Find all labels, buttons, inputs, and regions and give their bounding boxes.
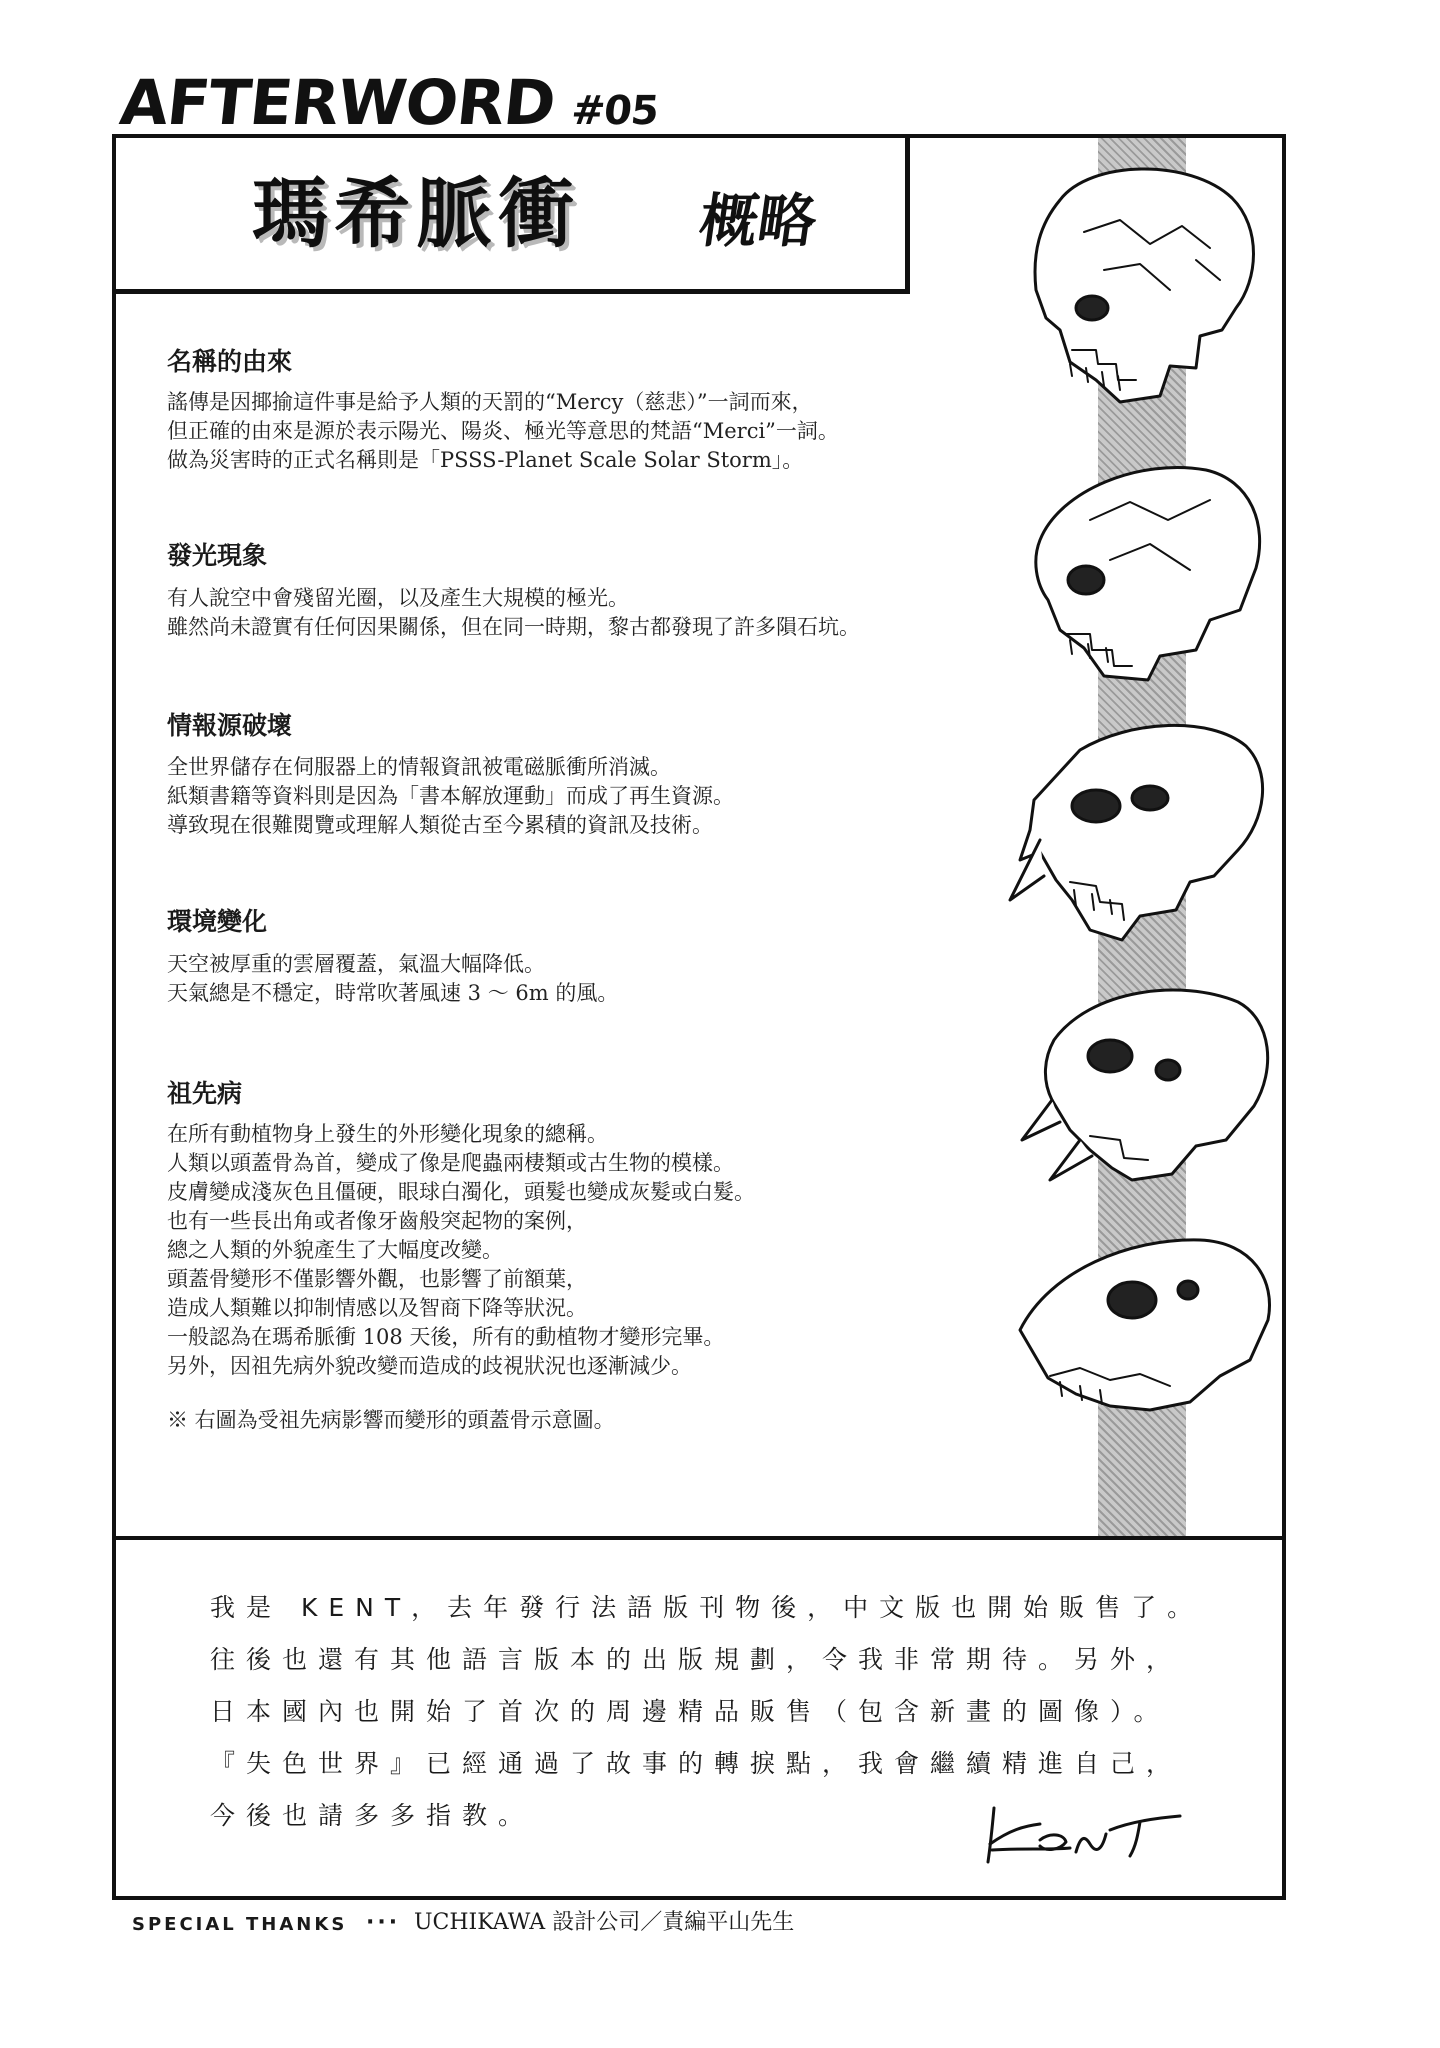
message-line: 往後也還有其他語言版本的出版規劃，令我非常期待。另外， (210, 1645, 1183, 1674)
skull-reptilian-illustration (1020, 1240, 1270, 1410)
body-line: 人類以頭蓋骨為首，變成了像是爬蟲兩棲類或古生物的模樣。 (167, 1151, 734, 1175)
body-line: 皮膚變成淺灰色且僵硬，眼球白濁化，頭髮也變成灰髮或白髮。 (167, 1180, 755, 1204)
body-line: 紙類書籍等資料則是因為「書本解放運動」而成了再生資源。 (167, 784, 734, 808)
section-heading-environment-change: 環境變化 (167, 907, 268, 936)
body-line: 另外，因祖先病外貌改變而造成的歧視狀況也逐漸減少。 (167, 1354, 692, 1378)
body-line: 在所有動植物身上發生的外形變化現象的總稱。 (167, 1122, 608, 1146)
special-thanks-dots: ··· (366, 1910, 401, 1935)
body-line: 謠傳是因揶揄這件事是給予人類的天罰的“Mercy（慈悲）”一詞而來， (167, 390, 813, 414)
message-line: 我是 KENT，去年發行法語版刊物後，中文版也開始販售了。 (210, 1593, 1204, 1622)
body-line: 一般認為在瑪希脈衝 108 天後，所有的動植物才變形完畢。 (167, 1325, 725, 1349)
body-line: 也有一些長出角或者像牙齒般突起物的案例， (167, 1209, 587, 1233)
special-thanks-label: SPECIAL THANKS (132, 1914, 348, 1935)
figure-note: ※ 右圖為受祖先病影響而變形的頭蓋骨示意圖。 (167, 1408, 615, 1432)
afterword-number: #05 (569, 88, 661, 134)
afterword-label: AFTERWORD (116, 66, 559, 139)
skull-horned-illustration (1010, 725, 1263, 940)
body-line: 頭蓋骨變形不僅影響外觀，也影響了前額葉， (167, 1267, 587, 1291)
special-thanks-text: UCHIKAWA 設計公司／責編平山先生 (414, 1910, 795, 1935)
body-line: 天氣總是不穩定，時常吹著風速 3 ～ 6m 的風。 (167, 981, 619, 1005)
message-line: 『失色世界』已經通過了故事的轉捩點，我會繼續精進自己， (210, 1749, 1183, 1778)
message-line: 日本國內也開始了首次的周邊精品販售（包含新畫的圖像）。 (210, 1697, 1170, 1726)
body-line: 天空被厚重的雲層覆蓋，氣溫大幅降低。 (167, 952, 545, 976)
page-title: 瑪希脈衝 (252, 169, 580, 258)
body-line: 做為災害時的正式名稱則是「PSSS-Planet Scale Solar Storm」。 (167, 448, 804, 472)
skull-transition-illustration (1036, 467, 1260, 680)
author-signature (980, 1800, 1190, 1870)
body-line: 雖然尚未證實有任何因果關係，但在同一時期，黎古都發現了許多隕石坑。 (167, 615, 860, 639)
body-line: 全世界儲存在伺服器上的情報資訊被電磁脈衝所消滅。 (167, 755, 671, 779)
body-line: 有人說空中會殘留光圈，以及產生大規模的極光。 (167, 586, 629, 610)
skull-human-illustration (1035, 169, 1254, 402)
body-line: 導致現在很難閱覽或理解人類從古至今累積的資訊及技術。 (167, 813, 713, 837)
section-heading-light-phenomena: 發光現象 (167, 541, 268, 570)
body-line: 但正確的由來是源於表示陽光、陽炎、極光等意思的梵語“Merci”一詞。 (167, 419, 839, 443)
section-heading-name-origin: 名稱的由來 (167, 347, 293, 376)
body-line: 造成人類難以抑制情感以及智商下降等狀況。 (167, 1296, 587, 1320)
message-line: 今後也請多多指教。 (210, 1801, 535, 1830)
body-line: 總之人類的外貌產生了大幅度改變。 (167, 1238, 503, 1262)
skull-beaked-illustration (1022, 990, 1268, 1180)
section-heading-information-destruction: 情報源破壞 (167, 711, 293, 740)
skull-illustrations (1000, 140, 1280, 1460)
page-subtitle: 概略 (695, 187, 821, 255)
section-heading-ancestor-disease: 祖先病 (167, 1079, 243, 1108)
